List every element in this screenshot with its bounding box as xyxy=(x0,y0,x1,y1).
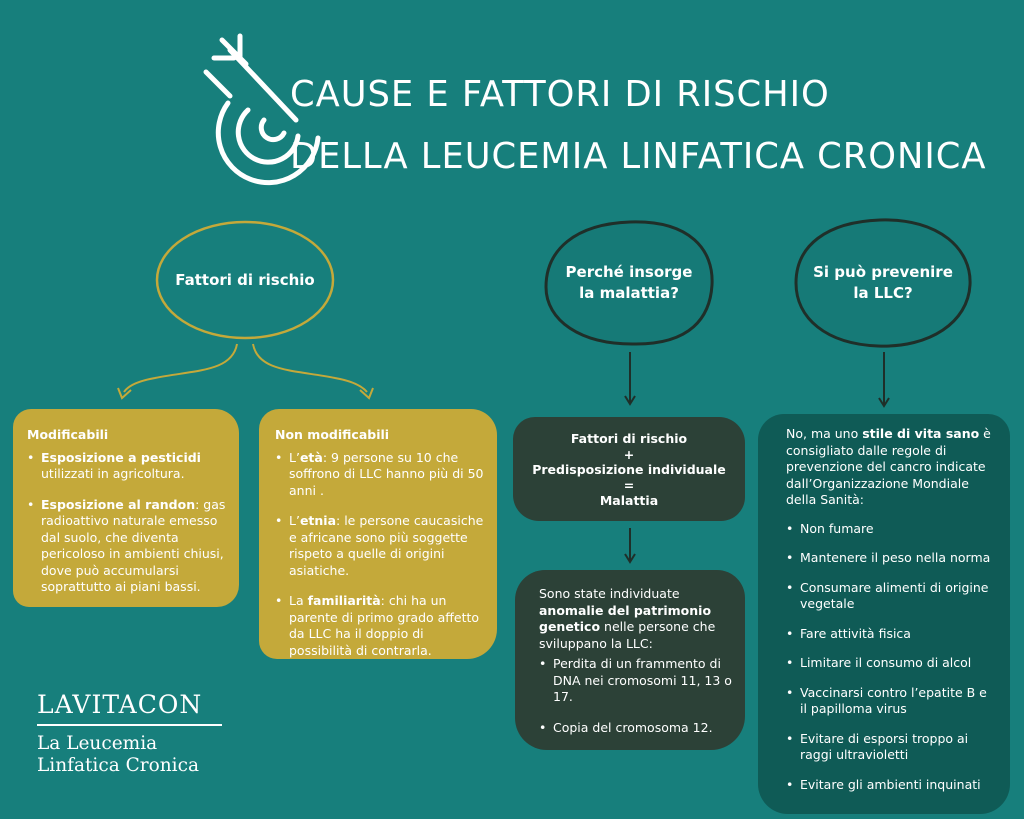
modifiable-box xyxy=(13,409,239,607)
formula-plus: + xyxy=(623,446,635,462)
list-item: • La familiarità: chi ha un parente di primo grado affetto da LLC ha il doppio di possibilità di contrarla. xyxy=(275,593,485,659)
list-item: • L’età: 9 persone su 10 che soffrono di LLC hanno più di 50 anni . xyxy=(275,450,485,500)
list-item: • Evitare di esporsi troppo ai raggi ultravioletti xyxy=(786,731,996,764)
list-item: • Consumare alimenti di origine vegetale xyxy=(786,580,996,613)
formula-box xyxy=(513,417,745,521)
genetics-box xyxy=(515,570,745,750)
arrow-right-head xyxy=(360,388,373,398)
logo-divider xyxy=(37,724,222,726)
list-item: • Fare attività fisica xyxy=(786,626,996,643)
list-item: • Copia del cromosoma 12. xyxy=(539,720,733,737)
non-modifiable-box xyxy=(259,409,497,659)
list-item: • Perdita di un frammento di DNA nei cromosomi 11, 13 o 17. xyxy=(539,656,733,706)
formula-term-1: Fattori di rischio xyxy=(570,431,688,446)
arrow-left-curve xyxy=(124,344,237,392)
formula-term-2: Predisposizione individuale xyxy=(532,462,726,477)
formula-result: Malattia xyxy=(599,493,659,508)
list-item: • Non fumare xyxy=(786,521,996,538)
list-item: • Esposizione al randon: gas radioattivo naturale emesso dal suolo, che diventa pericoloso in ambienti chiusi, dove può accumularsi soprattutto ai piani bassi. xyxy=(27,497,227,596)
prevention-bubble: Si può prevenire la LLC? xyxy=(813,263,953,302)
title-line-2: DELLA LEUCEMIA LINFATICA CRONICA xyxy=(290,136,987,177)
formula-equals: = xyxy=(623,477,635,493)
list-item: • L’etnia: le persone caucasiche e africane sono più soggette rispeto a quelle di origini asiatiche. xyxy=(275,513,485,579)
logo-subtitle-1: La Leucemia xyxy=(37,733,158,754)
arrow-right-curve xyxy=(253,344,367,392)
list-item: • Limitare il consumo di alcol xyxy=(786,655,996,672)
risk-factors-bubble: Fattori di rischio xyxy=(175,271,315,289)
prevention-box xyxy=(758,414,1010,814)
list-item: • Esposizione a pesticidi utilizzati in agricoltura. xyxy=(27,450,227,483)
list-item: • Vaccinarsi contro l’epatite B e il papilloma virus xyxy=(786,685,996,718)
brand-logo: LAVITACON xyxy=(37,690,203,719)
prevention-intro: No, ma uno stile di vita sano è consigliato dalle regole di prevenzione del cancro indicate dall’Organizzazione Mondiale della Sanità: xyxy=(786,426,991,507)
why-bubble: Perché insorge la malattia? xyxy=(565,263,693,302)
modifiable-heading: Modificabili xyxy=(27,427,109,442)
arrow-left-head xyxy=(118,388,131,398)
list-item: • Mantenere il peso nella norma xyxy=(786,550,996,567)
non-modifiable-heading: Non modificabili xyxy=(275,427,390,442)
list-item: • Evitare gli ambienti inquinati xyxy=(786,777,996,794)
logo-subtitle-2: Linfatica Cronica xyxy=(37,755,199,776)
genetics-intro: Sono state individuate anomalie del patrimonio genetico nelle persone che sviluppano la LLC: xyxy=(539,586,716,651)
title-line-1: CAUSE E FATTORI DI RISCHIO xyxy=(290,74,830,115)
